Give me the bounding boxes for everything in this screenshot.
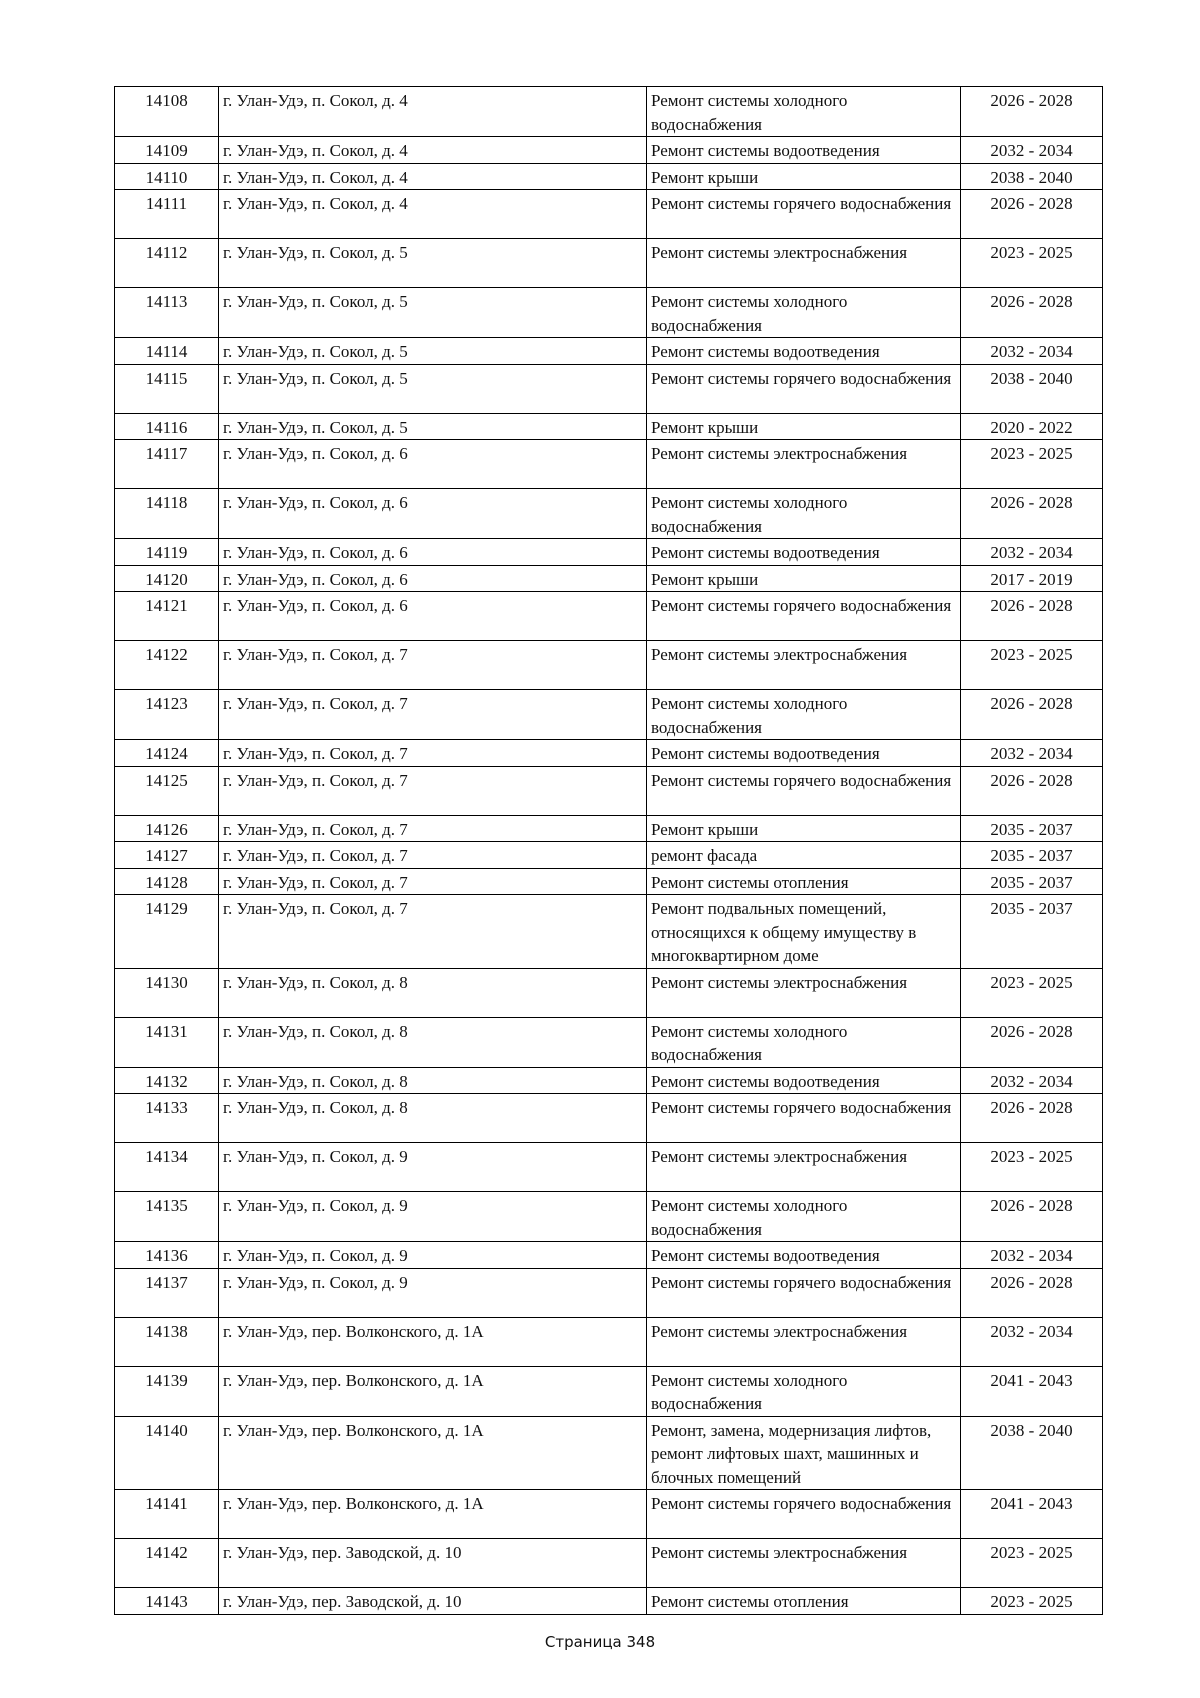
row-years: 2032 - 2034	[961, 539, 1103, 566]
row-number: 14110	[115, 163, 219, 190]
row-number: 14141	[115, 1490, 219, 1539]
row-address: г. Улан-Удэ, п. Сокол, д. 4	[219, 87, 647, 137]
table-row	[115, 87, 1103, 137]
row-address: г. Улан-Удэ, п. Сокол, д. 7	[219, 740, 647, 767]
row-number: 14124	[115, 740, 219, 767]
table-row	[115, 1094, 1103, 1143]
row-years: 2038 - 2040	[961, 364, 1103, 413]
row-years: 2041 - 2043	[961, 1490, 1103, 1539]
row-work-type: Ремонт системы горячего водоснабжения	[647, 592, 961, 641]
row-work-type: Ремонт системы электроснабжения	[647, 239, 961, 288]
row-address: г. Улан-Удэ, пер. Волконского, д. 1А	[219, 1490, 647, 1539]
repair-schedule-table	[114, 86, 1103, 1615]
row-years: 2020 - 2022	[961, 413, 1103, 440]
row-years: 2035 - 2037	[961, 842, 1103, 869]
row-number: 14130	[115, 968, 219, 1017]
row-work-type: Ремонт крыши	[647, 163, 961, 190]
row-years: 2032 - 2034	[961, 338, 1103, 365]
row-work-type: Ремонт системы электроснабжения	[647, 1539, 961, 1588]
row-address: г. Улан-Удэ, п. Сокол, д. 8	[219, 1067, 647, 1094]
row-number: 14129	[115, 895, 219, 969]
row-number: 14143	[115, 1588, 219, 1615]
row-years: 2041 - 2043	[961, 1366, 1103, 1416]
row-work-type: Ремонт системы электроснабжения	[647, 1317, 961, 1366]
row-years: 2038 - 2040	[961, 1416, 1103, 1490]
row-number: 14128	[115, 868, 219, 895]
row-years: 2026 - 2028	[961, 1017, 1103, 1067]
row-number: 14132	[115, 1067, 219, 1094]
row-number: 14118	[115, 489, 219, 539]
row-work-type: Ремонт системы горячего водоснабжения	[647, 1094, 961, 1143]
table-row	[115, 766, 1103, 815]
row-work-type: Ремонт крыши	[647, 413, 961, 440]
row-years: 2023 - 2025	[961, 1143, 1103, 1192]
row-address: г. Улан-Удэ, п. Сокол, д. 9	[219, 1192, 647, 1242]
row-number: 14123	[115, 690, 219, 740]
row-years: 2032 - 2034	[961, 740, 1103, 767]
table-row	[115, 895, 1103, 969]
row-number: 14122	[115, 641, 219, 690]
row-work-type: Ремонт системы холодного водоснабжения	[647, 1017, 961, 1067]
table-row	[115, 413, 1103, 440]
row-address: г. Улан-Удэ, п. Сокол, д. 7	[219, 766, 647, 815]
row-address: г. Улан-Удэ, п. Сокол, д. 7	[219, 895, 647, 969]
row-years: 2017 - 2019	[961, 565, 1103, 592]
row-number: 14134	[115, 1143, 219, 1192]
row-years: 2032 - 2034	[961, 1317, 1103, 1366]
table-row	[115, 1067, 1103, 1094]
row-years: 2023 - 2025	[961, 440, 1103, 489]
row-address: г. Улан-Удэ, п. Сокол, д. 4	[219, 190, 647, 239]
row-years: 2035 - 2037	[961, 895, 1103, 969]
row-work-type: Ремонт системы водоотведения	[647, 740, 961, 767]
row-work-type: Ремонт системы холодного водоснабжения	[647, 690, 961, 740]
table-row	[115, 868, 1103, 895]
table-row	[115, 1143, 1103, 1192]
row-address: г. Улан-Удэ, п. Сокол, д. 7	[219, 815, 647, 842]
row-work-type: Ремонт системы водоотведения	[647, 1067, 961, 1094]
row-number: 14140	[115, 1416, 219, 1490]
row-years: 2035 - 2037	[961, 868, 1103, 895]
row-number: 14126	[115, 815, 219, 842]
row-work-type: Ремонт системы горячего водоснабжения	[647, 1268, 961, 1317]
row-work-type: Ремонт системы электроснабжения	[647, 968, 961, 1017]
row-years: 2026 - 2028	[961, 592, 1103, 641]
row-work-type: Ремонт системы горячего водоснабжения	[647, 766, 961, 815]
row-number: 14112	[115, 239, 219, 288]
row-address: г. Улан-Удэ, п. Сокол, д. 6	[219, 489, 647, 539]
row-number: 14116	[115, 413, 219, 440]
row-address: г. Улан-Удэ, п. Сокол, д. 5	[219, 288, 647, 338]
table-row	[115, 239, 1103, 288]
page-number: Страница 348	[544, 1633, 656, 1651]
row-number: 14133	[115, 1094, 219, 1143]
row-years: 2023 - 2025	[961, 1588, 1103, 1615]
table-row	[115, 1268, 1103, 1317]
table-row	[115, 364, 1103, 413]
row-number: 14127	[115, 842, 219, 869]
row-address: г. Улан-Удэ, п. Сокол, д. 4	[219, 163, 647, 190]
row-years: 2023 - 2025	[961, 968, 1103, 1017]
table-row	[115, 539, 1103, 566]
row-years: 2032 - 2034	[961, 1067, 1103, 1094]
row-years: 2026 - 2028	[961, 87, 1103, 137]
row-work-type: Ремонт системы водоотведения	[647, 1242, 961, 1269]
row-address: г. Улан-Удэ, пер. Волконского, д. 1А	[219, 1366, 647, 1416]
row-address: г. Улан-Удэ, п. Сокол, д. 8	[219, 1017, 647, 1067]
row-years: 2035 - 2037	[961, 815, 1103, 842]
row-number: 14135	[115, 1192, 219, 1242]
row-address: г. Улан-Удэ, п. Сокол, д. 5	[219, 239, 647, 288]
row-years: 2026 - 2028	[961, 489, 1103, 539]
row-address: г. Улан-Удэ, п. Сокол, д. 6	[219, 565, 647, 592]
row-number: 14125	[115, 766, 219, 815]
row-address: г. Улан-Удэ, п. Сокол, д. 5	[219, 364, 647, 413]
row-work-type: Ремонт системы отопления	[647, 868, 961, 895]
table-row	[115, 1017, 1103, 1067]
table-row	[115, 163, 1103, 190]
row-address: г. Улан-Удэ, п. Сокол, д. 4	[219, 137, 647, 164]
row-years: 2026 - 2028	[961, 1192, 1103, 1242]
row-address: г. Улан-Удэ, п. Сокол, д. 7	[219, 690, 647, 740]
table-row	[115, 842, 1103, 869]
row-work-type: Ремонт системы холодного водоснабжения	[647, 87, 961, 137]
row-address: г. Улан-Удэ, п. Сокол, д. 7	[219, 868, 647, 895]
row-number: 14142	[115, 1539, 219, 1588]
table-row	[115, 641, 1103, 690]
table-row	[115, 489, 1103, 539]
table-row	[115, 1192, 1103, 1242]
table-row	[115, 1539, 1103, 1588]
row-number: 14121	[115, 592, 219, 641]
table-row	[115, 1588, 1103, 1615]
row-work-type: Ремонт, замена, модернизация лифтов, ремонт лифтовых шахт, машинных и блочных помещений	[647, 1416, 961, 1490]
row-work-type: Ремонт системы водоотведения	[647, 338, 961, 365]
row-work-type: Ремонт подвальных помещений, относящихся к общему имуществу в многоквартирном доме	[647, 895, 961, 969]
row-work-type: Ремонт системы холодного водоснабжения	[647, 489, 961, 539]
row-number: 14120	[115, 565, 219, 592]
row-number: 14139	[115, 1366, 219, 1416]
row-years: 2026 - 2028	[961, 288, 1103, 338]
table-row	[115, 565, 1103, 592]
row-address: г. Улан-Удэ, п. Сокол, д. 6	[219, 440, 647, 489]
table-row	[115, 338, 1103, 365]
table-row	[115, 1242, 1103, 1269]
row-years: 2032 - 2034	[961, 1242, 1103, 1269]
table-row	[115, 288, 1103, 338]
row-number: 14136	[115, 1242, 219, 1269]
row-years: 2026 - 2028	[961, 690, 1103, 740]
row-address: г. Улан-Удэ, п. Сокол, д. 8	[219, 968, 647, 1017]
row-address: г. Улан-Удэ, пер. Волконского, д. 1А	[219, 1416, 647, 1490]
row-number: 14115	[115, 364, 219, 413]
table-row	[115, 968, 1103, 1017]
row-number: 14109	[115, 137, 219, 164]
row-address: г. Улан-Удэ, п. Сокол, д. 7	[219, 641, 647, 690]
row-work-type: Ремонт крыши	[647, 565, 961, 592]
row-years: 2038 - 2040	[961, 163, 1103, 190]
row-years: 2026 - 2028	[961, 190, 1103, 239]
row-address: г. Улан-Удэ, п. Сокол, д. 8	[219, 1094, 647, 1143]
table-row	[115, 815, 1103, 842]
row-number: 14108	[115, 87, 219, 137]
row-address: г. Улан-Удэ, п. Сокол, д. 9	[219, 1268, 647, 1317]
row-address: г. Улан-Удэ, п. Сокол, д. 9	[219, 1143, 647, 1192]
row-address: г. Улан-Удэ, п. Сокол, д. 6	[219, 592, 647, 641]
row-work-type: Ремонт системы холодного водоснабжения	[647, 1192, 961, 1242]
table-row	[115, 440, 1103, 489]
table-row	[115, 137, 1103, 164]
row-address: г. Улан-Удэ, пер. Заводской, д. 10	[219, 1588, 647, 1615]
row-work-type: Ремонт системы горячего водоснабжения	[647, 1490, 961, 1539]
row-number: 14111	[115, 190, 219, 239]
row-number: 14113	[115, 288, 219, 338]
table-row	[115, 1490, 1103, 1539]
row-work-type: Ремонт системы отопления	[647, 1588, 961, 1615]
table-row	[115, 592, 1103, 641]
row-work-type: Ремонт крыши	[647, 815, 961, 842]
row-address: г. Улан-Удэ, п. Сокол, д. 9	[219, 1242, 647, 1269]
row-work-type: Ремонт системы водоотведения	[647, 137, 961, 164]
row-work-type: Ремонт системы электроснабжения	[647, 440, 961, 489]
table-row	[115, 1416, 1103, 1490]
row-years: 2026 - 2028	[961, 1094, 1103, 1143]
row-work-type: ремонт фасада	[647, 842, 961, 869]
row-number: 14137	[115, 1268, 219, 1317]
row-number: 14114	[115, 338, 219, 365]
row-work-type: Ремонт системы электроснабжения	[647, 1143, 961, 1192]
row-work-type: Ремонт системы электроснабжения	[647, 641, 961, 690]
row-work-type: Ремонт системы холодного водоснабжения	[647, 288, 961, 338]
row-number: 14131	[115, 1017, 219, 1067]
row-work-type: Ремонт системы водоотведения	[647, 539, 961, 566]
row-years: 2023 - 2025	[961, 239, 1103, 288]
row-address: г. Улан-Удэ, п. Сокол, д. 7	[219, 842, 647, 869]
row-years: 2032 - 2034	[961, 137, 1103, 164]
row-work-type: Ремонт системы холодного водоснабжения	[647, 1366, 961, 1416]
row-number: 14117	[115, 440, 219, 489]
row-address: г. Улан-Удэ, пер. Заводской, д. 10	[219, 1539, 647, 1588]
row-address: г. Улан-Удэ, пер. Волконского, д. 1А	[219, 1317, 647, 1366]
table-row	[115, 690, 1103, 740]
row-number: 14138	[115, 1317, 219, 1366]
row-address: г. Улан-Удэ, п. Сокол, д. 5	[219, 338, 647, 365]
row-work-type: Ремонт системы горячего водоснабжения	[647, 190, 961, 239]
row-number: 14119	[115, 539, 219, 566]
row-years: 2023 - 2025	[961, 1539, 1103, 1588]
table-row	[115, 190, 1103, 239]
table-body	[115, 87, 1103, 1615]
row-years: 2026 - 2028	[961, 766, 1103, 815]
row-work-type: Ремонт системы горячего водоснабжения	[647, 364, 961, 413]
row-years: 2023 - 2025	[961, 641, 1103, 690]
table-row	[115, 1317, 1103, 1366]
row-address: г. Улан-Удэ, п. Сокол, д. 6	[219, 539, 647, 566]
row-years: 2026 - 2028	[961, 1268, 1103, 1317]
row-address: г. Улан-Удэ, п. Сокол, д. 5	[219, 413, 647, 440]
table-row	[115, 740, 1103, 767]
table-row	[115, 1366, 1103, 1416]
